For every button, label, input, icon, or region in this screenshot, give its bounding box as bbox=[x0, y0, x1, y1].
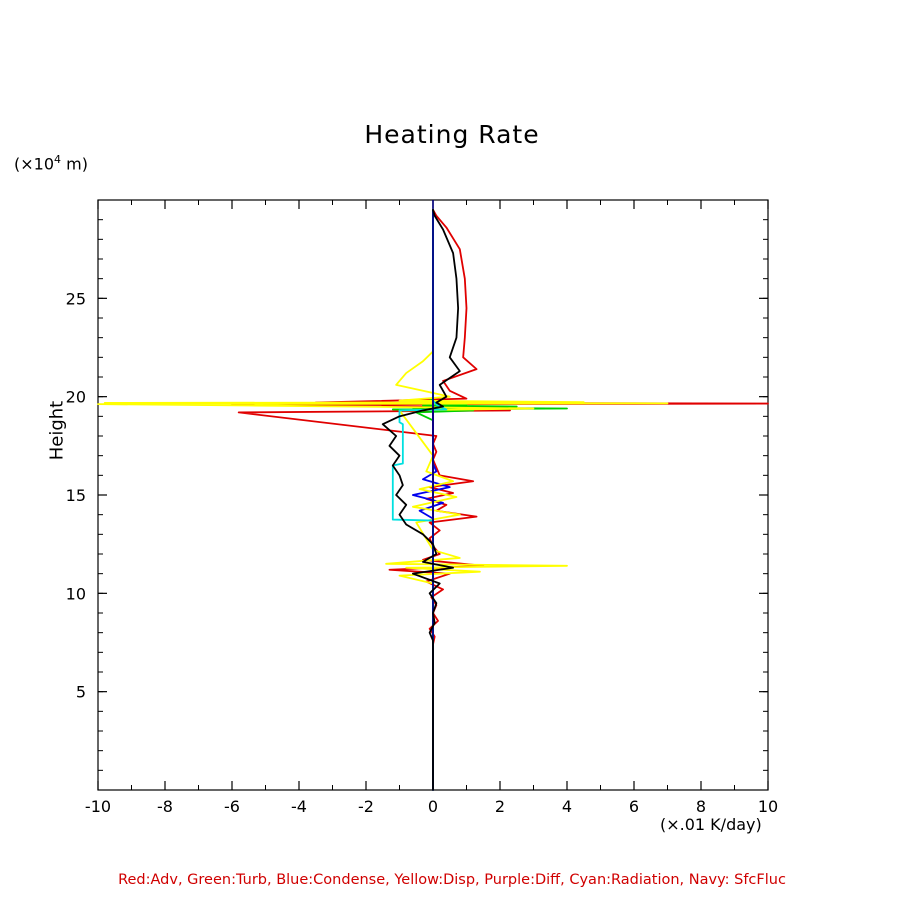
x-tick-label: 2 bbox=[494, 797, 506, 816]
y-axis-unit-label: ($\times 10^4$ m) bbox=[14, 153, 88, 174]
legend: Red:Adv, Green:Turb, Blue:Condense, Yellow:Disp, Purple:Diff, Cyan:Radiation, Navy: SfcFluc bbox=[118, 872, 786, 888]
x-tick-label: -6 bbox=[224, 797, 240, 816]
x-tick-label: 4 bbox=[561, 797, 573, 816]
y-tick-label: 15 bbox=[65, 486, 86, 505]
chart-title: Heating Rate bbox=[364, 120, 540, 149]
x-tick-label: -10 bbox=[84, 797, 112, 816]
y-tick-label: 25 bbox=[65, 289, 86, 309]
series-line bbox=[393, 210, 567, 790]
x-tick-label: -2 bbox=[358, 797, 374, 816]
y-tick-label: 5 bbox=[75, 682, 86, 702]
y-tick-label: 20 bbox=[65, 387, 86, 407]
x-tick-label: -8 bbox=[157, 797, 173, 816]
x-axis-unit-label: (×.01 K/day) bbox=[660, 815, 762, 834]
y-tick-label: 10 bbox=[65, 584, 86, 604]
series-line bbox=[383, 210, 460, 790]
series-line bbox=[232, 210, 768, 790]
x-tick-label: 10 bbox=[757, 797, 779, 816]
y-axis-label: Height bbox=[46, 400, 68, 461]
x-tick-label: 0 bbox=[427, 797, 439, 816]
x-tick-label: 8 bbox=[695, 797, 707, 816]
x-tick-label: 6 bbox=[628, 797, 640, 816]
series-line bbox=[98, 210, 668, 790]
x-tick-label: -4 bbox=[291, 797, 307, 816]
